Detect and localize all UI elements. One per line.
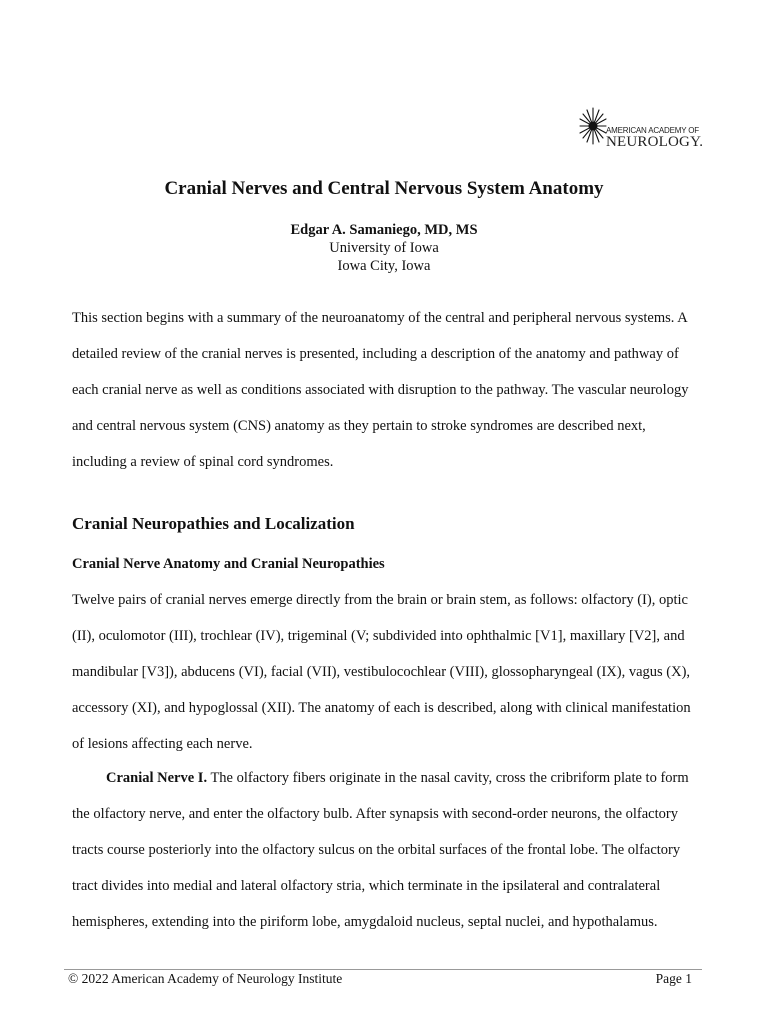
cranial-nerve-1-paragraph (72, 760, 700, 940)
starburst-icon (578, 106, 608, 146)
logo-line-2: NEUROLOGY. (606, 134, 704, 150)
cranial-nerve-1-label: Cranial Nerve I. (106, 770, 208, 786)
aan-logo (578, 106, 712, 156)
cranial-nerve-1-text: The olfactory fibers originate in the nasal cavity, cross the cribriform plate to form the olfactory nerve, and enter the olfactory bulb. After synapsis with second-order neurons, the olfactory tracts course posteriorly into the olfactory sulcus on the orbital surfaces of the frontal lobe. The olfactory tract divides into medial and lateral olfactory stria, which terminate in the ipsilateral and contralateral hemispheres, extending into the piriform lobe, amygdaloid nucleus, septal nuclei, and hypothalamus. (72, 770, 689, 930)
footer-copyright: © 2022 American Academy of Neurology Institute (68, 971, 343, 986)
logo-line-1: AMERICAN ACADEMY OF (606, 126, 699, 135)
document-title: Cranial Nerves and Central Nervous System Anatomy (164, 178, 604, 199)
author-name: Edgar A. Samaniego, MD, MS (290, 222, 478, 238)
author-affiliation: University of Iowa (329, 240, 439, 256)
section-heading: Cranial Neuropathies and Localization (72, 514, 355, 533)
footer-page-number: Page 1 (655, 971, 692, 986)
author-block (0, 221, 768, 275)
footer-divider (64, 969, 702, 970)
intro-paragraph: This section begins with a summary of the neuroanatomy of the central and peripheral nervous systems. A detailed review of the cranial nerves is presented, including a description of the anatomy and pathway of each cranial nerve as well as conditions associated with disruption to the pathway. The vascular neurology and central nervous system (CNS) anatomy as they pertain to stroke syndromes are described next, including a review of spinal cord syndromes. (72, 310, 689, 470)
subsection-heading: Cranial Nerve Anatomy and Cranial Neuropathies (72, 556, 385, 572)
author-location: Iowa City, Iowa (337, 258, 431, 274)
cranial-nerves-paragraph: Twelve pairs of cranial nerves emerge directly from the brain or brain stem, as follows: olfactory (I), optic (II), oculomotor (III), trochlear (IV), trigeminal (V; subdivided into ophthalmic [V1], maxillary [V2], and mandibular [V3]), abducens (VI), facial (VII), vestibulocochlear (VIII), glossopharyngeal (IX), vagus (X), accessory (XI), and hypoglossal (XII). The anatomy of each is described, along with clinical manifestation of lesions affecting each nerve. (72, 592, 691, 752)
